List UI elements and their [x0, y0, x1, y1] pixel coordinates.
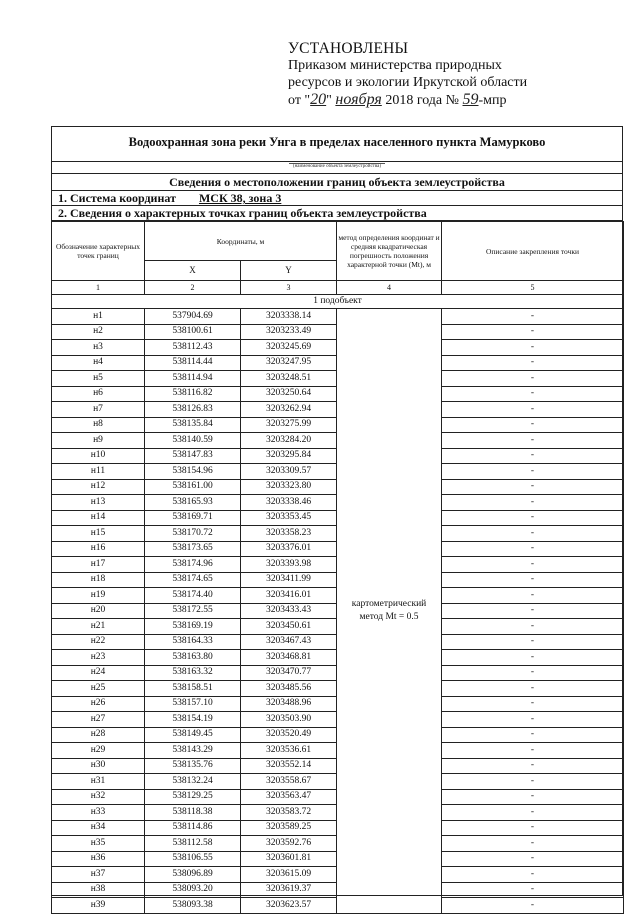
point-description: - — [442, 572, 624, 588]
date-prefix: от " — [288, 93, 311, 108]
point-id: н4 — [52, 355, 145, 371]
point-id: н18 — [52, 572, 145, 588]
coord-y: 3203615.09 — [241, 867, 337, 883]
coord-x: 538112.58 — [145, 836, 241, 852]
coord-y: 3203309.57 — [241, 464, 337, 480]
point-id: н13 — [52, 495, 145, 511]
coord-x: 538169.19 — [145, 619, 241, 635]
coord-y: 3203563.47 — [241, 789, 337, 805]
coord-x: 538164.33 — [145, 634, 241, 650]
point-description: - — [442, 603, 624, 619]
coord-y: 3203323.80 — [241, 479, 337, 495]
point-id: н12 — [52, 479, 145, 495]
coord-x: 538114.86 — [145, 820, 241, 836]
col-number-1: 1 — [52, 281, 145, 295]
coord-x: 538147.83 — [145, 448, 241, 464]
coord-x: 538114.44 — [145, 355, 241, 371]
coord-x: 538143.29 — [145, 743, 241, 759]
coord-y: 3203450.61 — [241, 619, 337, 635]
point-id: н29 — [52, 743, 145, 759]
coord-y: 3203467.43 — [241, 634, 337, 650]
col-number-3: 3 — [241, 281, 337, 295]
coord-y: 3203433.43 — [241, 603, 337, 619]
coord-x: 538169.71 — [145, 510, 241, 526]
point-description: - — [442, 758, 624, 774]
point-id: н2 — [52, 324, 145, 340]
object-name-note — [52, 161, 622, 174]
coord-x: 538118.38 — [145, 805, 241, 821]
coord-y: 3203275.99 — [241, 417, 337, 433]
coord-x: 538163.80 — [145, 650, 241, 666]
coord-x: 538154.96 — [145, 464, 241, 480]
coord-y: 3203485.56 — [241, 681, 337, 697]
point-id: н36 — [52, 851, 145, 867]
header-description: Описание закрепления точки — [442, 222, 624, 281]
document-title: Водоохранная зона реки Унга в пределах населенного пункта Мамурково — [52, 127, 622, 162]
coord-x: 538112.43 — [145, 340, 241, 356]
point-description: - — [442, 417, 624, 433]
point-description: - — [442, 634, 624, 650]
coord-x: 538129.25 — [145, 789, 241, 805]
date-month: ноября — [335, 91, 382, 108]
point-id: н33 — [52, 805, 145, 821]
point-id: н7 — [52, 402, 145, 418]
coord-y: 3203601.81 — [241, 851, 337, 867]
point-description: - — [442, 557, 624, 573]
coord-y: 3203247.95 — [241, 355, 337, 371]
point-description: - — [442, 743, 624, 759]
point-id: н26 — [52, 696, 145, 712]
point-id: н1 — [52, 309, 145, 325]
point-description: - — [442, 774, 624, 790]
coord-y: 3203358.23 — [241, 526, 337, 542]
point-id: н14 — [52, 510, 145, 526]
coordinate-system-value: МСК 38, зона 3 — [198, 191, 282, 205]
coord-y: 3203468.81 — [241, 650, 337, 666]
coord-y: 3203470.77 — [241, 665, 337, 681]
points-header: 2. Сведения о характерных точках границ объекта землеустройства — [52, 206, 622, 221]
points-table — [51, 221, 624, 914]
point-id: н3 — [52, 340, 145, 356]
coordinate-system-label: 1. Система координат — [58, 191, 176, 205]
point-id: н34 — [52, 820, 145, 836]
point-description: - — [442, 355, 624, 371]
header-coords: Координаты, м — [145, 222, 337, 261]
coord-y: 3203233.49 — [241, 324, 337, 340]
coord-x: 538116.82 — [145, 386, 241, 402]
point-description: - — [442, 541, 624, 557]
header-method: метод определения координат и средняя квадратическая погрешность положения характерной точки (Mt), м — [337, 222, 442, 281]
point-id: н23 — [52, 650, 145, 666]
header-x: X — [145, 261, 241, 281]
coord-y: 3203393.98 — [241, 557, 337, 573]
coord-y: 3203520.49 — [241, 727, 337, 743]
coord-y: 3203503.90 — [241, 712, 337, 728]
coord-x: 538161.00 — [145, 479, 241, 495]
point-description: - — [442, 727, 624, 743]
coord-x: 538174.40 — [145, 588, 241, 604]
coord-y: 3203250.64 — [241, 386, 337, 402]
coord-x: 538100.61 — [145, 324, 241, 340]
point-description: - — [442, 402, 624, 418]
point-description: - — [442, 386, 624, 402]
point-description: - — [442, 464, 624, 480]
coord-x: 538158.51 — [145, 681, 241, 697]
point-description: - — [442, 495, 624, 511]
date-quote: " — [326, 93, 332, 108]
point-description: - — [442, 588, 624, 604]
point-id: н25 — [52, 681, 145, 697]
subobject-label: 1 подобъект — [52, 295, 624, 309]
point-id: н24 — [52, 665, 145, 681]
point-description: - — [442, 820, 624, 836]
method-line-1: картометрический — [351, 598, 427, 609]
point-description: - — [442, 433, 624, 449]
point-id: н20 — [52, 603, 145, 619]
coord-y: 3203338.14 — [241, 309, 337, 325]
point-description: - — [442, 619, 624, 635]
coord-x: 538140.59 — [145, 433, 241, 449]
coord-y: 3203262.94 — [241, 402, 337, 418]
coord-y: 3203338.46 — [241, 495, 337, 511]
point-description: - — [442, 681, 624, 697]
date-day: 20 — [310, 91, 327, 108]
point-description: - — [442, 882, 624, 898]
coord-x: 538135.76 — [145, 758, 241, 774]
point-id: н8 — [52, 417, 145, 433]
coord-x: 538154.19 — [145, 712, 241, 728]
point-id: н31 — [52, 774, 145, 790]
object-name-note-text: (наименование объекта землеустройства) — [289, 163, 385, 169]
coord-x: 538135.84 — [145, 417, 241, 433]
point-description: - — [442, 479, 624, 495]
point-id: н16 — [52, 541, 145, 557]
point-description: - — [442, 789, 624, 805]
point-description: - — [442, 851, 624, 867]
point-id: н10 — [52, 448, 145, 464]
point-id: н30 — [52, 758, 145, 774]
header-point: Обозначение характерных точек границ — [52, 222, 145, 281]
coordinate-system-row — [52, 190, 622, 206]
coord-y: 3203376.01 — [241, 541, 337, 557]
coord-y: 3203416.01 — [241, 588, 337, 604]
date-year: 2018 года № — [385, 93, 459, 108]
point-description: - — [442, 371, 624, 387]
point-description: - — [442, 867, 624, 883]
coord-x: 538093.20 — [145, 882, 241, 898]
coord-x: 538106.55 — [145, 851, 241, 867]
point-id: н15 — [52, 526, 145, 542]
coord-y: 3203589.25 — [241, 820, 337, 836]
point-description: - — [442, 712, 624, 728]
point-id: н17 — [52, 557, 145, 573]
col-number-5: 5 — [442, 281, 624, 295]
approval-date-line — [288, 91, 618, 109]
point-description: - — [442, 836, 624, 852]
coord-y: 3203536.61 — [241, 743, 337, 759]
method-cell — [337, 309, 442, 914]
coord-x: 538126.83 — [145, 402, 241, 418]
point-id: н27 — [52, 712, 145, 728]
coord-y: 3203411.99 — [241, 572, 337, 588]
point-description: - — [442, 898, 624, 914]
point-id: н22 — [52, 634, 145, 650]
table-row — [52, 309, 624, 325]
point-id: н37 — [52, 867, 145, 883]
coord-y: 3203245.69 — [241, 340, 337, 356]
coord-y: 3203558.67 — [241, 774, 337, 790]
coord-y: 3203619.37 — [241, 882, 337, 898]
coord-x: 538132.24 — [145, 774, 241, 790]
coord-y: 3203353.45 — [241, 510, 337, 526]
coord-y: 3203295.84 — [241, 448, 337, 464]
coord-x: 538170.72 — [145, 526, 241, 542]
point-description: - — [442, 340, 624, 356]
point-id: н38 — [52, 882, 145, 898]
point-id: н9 — [52, 433, 145, 449]
point-id: н32 — [52, 789, 145, 805]
coord-x: 538165.93 — [145, 495, 241, 511]
section-header: Сведения о местоположении границ объекта землеустройства — [52, 174, 622, 191]
point-id: н35 — [52, 836, 145, 852]
point-description: - — [442, 650, 624, 666]
coord-x: 538174.65 — [145, 572, 241, 588]
point-description: - — [442, 448, 624, 464]
order-suffix: -мпр — [478, 93, 507, 108]
order-number: 59 — [462, 91, 479, 108]
coord-y: 3203623.57 — [241, 898, 337, 914]
coord-y: 3203592.76 — [241, 836, 337, 852]
coord-x: 538093.38 — [145, 898, 241, 914]
point-description: - — [442, 510, 624, 526]
point-id: н39 — [52, 898, 145, 914]
col-number-4: 4 — [337, 281, 442, 295]
point-id: н21 — [52, 619, 145, 635]
point-id: н28 — [52, 727, 145, 743]
coord-y: 3203284.20 — [241, 433, 337, 449]
coord-y: 3203248.51 — [241, 371, 337, 387]
point-description: - — [442, 665, 624, 681]
coord-x: 538096.89 — [145, 867, 241, 883]
col-number-2: 2 — [145, 281, 241, 295]
point-id: н6 — [52, 386, 145, 402]
coord-x: 538173.65 — [145, 541, 241, 557]
coord-y: 3203488.96 — [241, 696, 337, 712]
approval-block — [288, 40, 618, 109]
header-y: Y — [241, 261, 337, 281]
point-id: н5 — [52, 371, 145, 387]
approval-line-2: Приказом министерства природных — [288, 58, 502, 73]
point-id: н11 — [52, 464, 145, 480]
point-description: - — [442, 324, 624, 340]
point-description: - — [442, 696, 624, 712]
coord-x: 538149.45 — [145, 727, 241, 743]
coord-x: 538163.32 — [145, 665, 241, 681]
coord-y: 3203552.14 — [241, 758, 337, 774]
coord-x: 538174.96 — [145, 557, 241, 573]
coord-x: 537904.69 — [145, 309, 241, 325]
document-sheet — [51, 126, 623, 910]
coord-x: 538114.94 — [145, 371, 241, 387]
point-description: - — [442, 309, 624, 325]
approval-line-3: ресурсов и экологии Иркутской области — [288, 75, 528, 90]
point-description: - — [442, 526, 624, 542]
coord-x: 538172.55 — [145, 603, 241, 619]
point-id: н19 — [52, 588, 145, 604]
coord-y: 3203583.72 — [241, 805, 337, 821]
point-description: - — [442, 805, 624, 821]
method-line-2: метод Mt = 0.5 — [359, 611, 419, 622]
approval-title: УСТАНОВЛЕНЫ — [288, 40, 409, 57]
coord-x: 538157.10 — [145, 696, 241, 712]
